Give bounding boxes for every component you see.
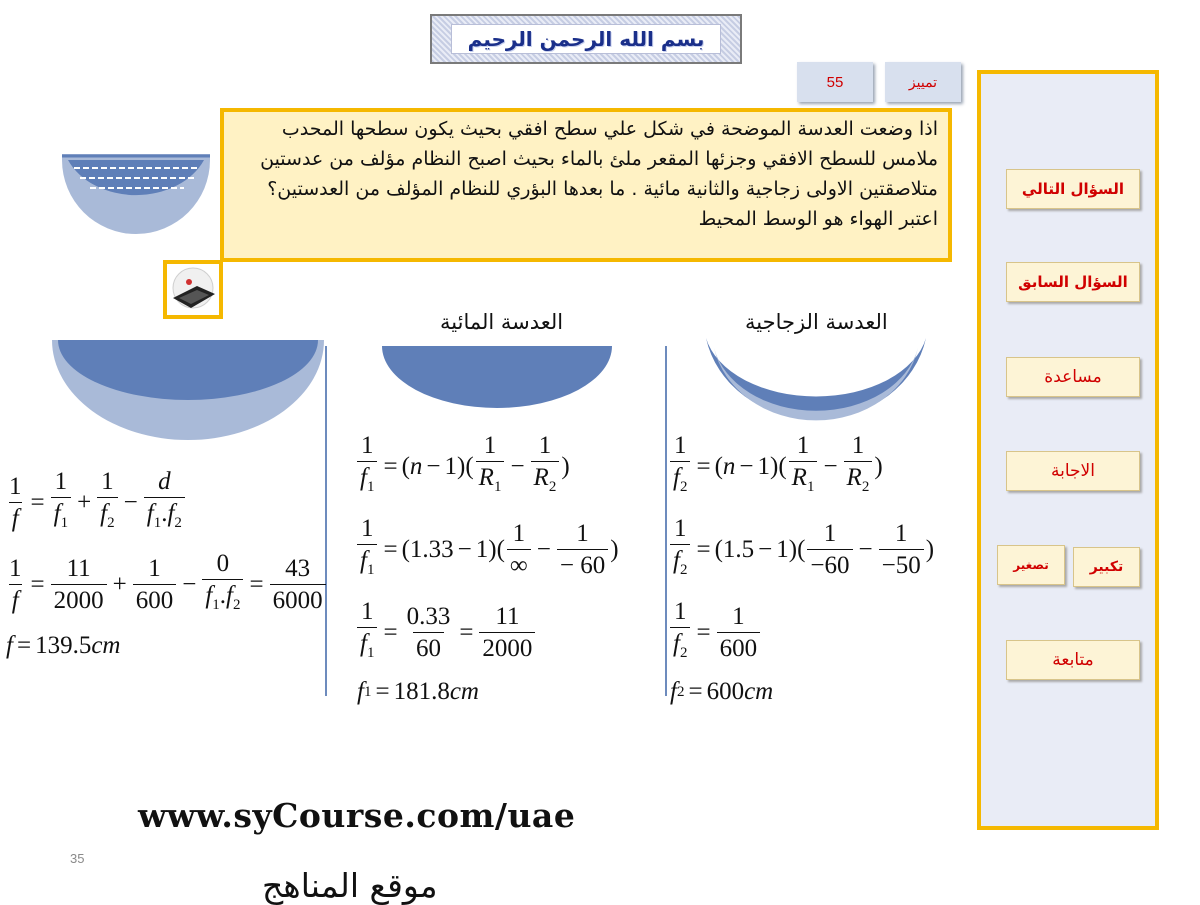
help-button[interactable] xyxy=(1006,357,1140,397)
combined-lens-diagram xyxy=(50,338,326,444)
combined-equation-1: $\frac{1}{f}$ = $\frac{1}{f_1}$ + $\frac{1}{f_2}$ − $\frac{d}{f_1.f_2}$ xyxy=(4,468,187,537)
water-equation-2: $\frac{1}{f_1}$ = ( 1.33 − 1 )( $\frac{1}{\infty}$ − $\frac{1}{- 60}$ ) xyxy=(355,515,619,584)
continue-label: متابعة xyxy=(1052,650,1094,670)
next-question-button[interactable] xyxy=(1006,169,1140,209)
score-value: 55 xyxy=(826,73,844,91)
water-result: f 1 = 181.8 cm xyxy=(357,678,479,705)
continue-button[interactable] xyxy=(1006,640,1140,680)
banner-text: بسم الله الرحمن الرحيم xyxy=(467,27,705,51)
question-text: اذا وضعت العدسة الموضحة في شكل علي سطح افقي بحيث يكون سطحها المحدب ملامس للسطح الافقي وجزئها المقعر ملئ بالماء بحيث اصبح النظام مؤلف من عدستين متلاصقتين الاولى زجاجية والثانية مائية . ما بعدها البؤري للنظام المؤلف من العدستين؟ اعتبر الهواء هو الوسط المحيط xyxy=(260,118,938,230)
next-question-label: السؤال التالي xyxy=(1021,180,1125,198)
header-banner xyxy=(430,14,742,64)
glass-equation-2: $\frac{1}{f_2}$ = ( 1.5 − 1 )( $\frac{1}{-60}$ − $\frac{1}{-50}$ ) xyxy=(668,515,934,584)
question-box xyxy=(220,108,952,262)
previous-question-button[interactable] xyxy=(1006,262,1140,302)
divider-right xyxy=(665,346,667,696)
previous-question-label: السؤال السابق xyxy=(1018,273,1128,291)
banner-inner xyxy=(451,24,722,54)
media-player-icon xyxy=(167,264,219,315)
side-panel xyxy=(977,70,1159,830)
slide-number: 35 xyxy=(70,851,85,866)
glass-equation-3: $\frac{1}{f_2}$ = $\frac{1}{600}$ xyxy=(668,598,762,667)
glass-lens-label: العدسة الزجاجية xyxy=(745,310,888,334)
distinction-button[interactable] xyxy=(885,62,961,102)
help-label: مساعدة xyxy=(1044,367,1102,387)
glass-lens-diagram xyxy=(704,336,928,440)
answer-label: الاجابة xyxy=(1051,461,1095,481)
glass-equation-1: $\frac{1}{f_2}$ = ( n − 1 )( $\frac{1}{R_1}$ − $\frac{1}{R_2}$ ) xyxy=(668,432,883,501)
combined-result: f = 139.5 cm xyxy=(6,632,121,659)
glass-result: f 2 = 600 cm xyxy=(670,678,774,705)
water-equation-1: $\frac{1}{f_1}$ = ( n − 1 )( $\frac{1}{R_1}$ − $\frac{1}{R_2}$ ) xyxy=(355,432,570,501)
water-lens-diagram xyxy=(380,346,614,410)
site-name: موقع المناهج xyxy=(262,866,438,905)
answer-button[interactable] xyxy=(1006,451,1140,491)
combined-equation-2: $\frac{1}{f}$ = $\frac{11}{2000}$ + $\frac{1}{600}$ − $\frac{0}{f_1.f_2}$ = $\frac{43}{6000}$ xyxy=(4,550,328,619)
lens-with-water-illustration xyxy=(60,150,212,234)
media-player-box[interactable] xyxy=(163,260,223,319)
zoom-out-button[interactable] xyxy=(997,545,1065,585)
zoom-in-button[interactable] xyxy=(1073,547,1140,587)
divider-left xyxy=(325,346,327,696)
water-equation-3: $\frac{1}{f_1}$ = $\frac{0.33}{60}$ = $\frac{11}{2000}$ xyxy=(355,598,537,667)
zoom-out-label: تصغير xyxy=(1013,558,1049,572)
distinction-label: تمييز xyxy=(908,73,938,90)
water-lens-label: العدسة المائية xyxy=(440,310,564,334)
zoom-in-label: تكبير xyxy=(1089,559,1124,575)
website-url: www.syCourse.com/uae xyxy=(138,796,576,835)
score-box xyxy=(797,62,873,102)
